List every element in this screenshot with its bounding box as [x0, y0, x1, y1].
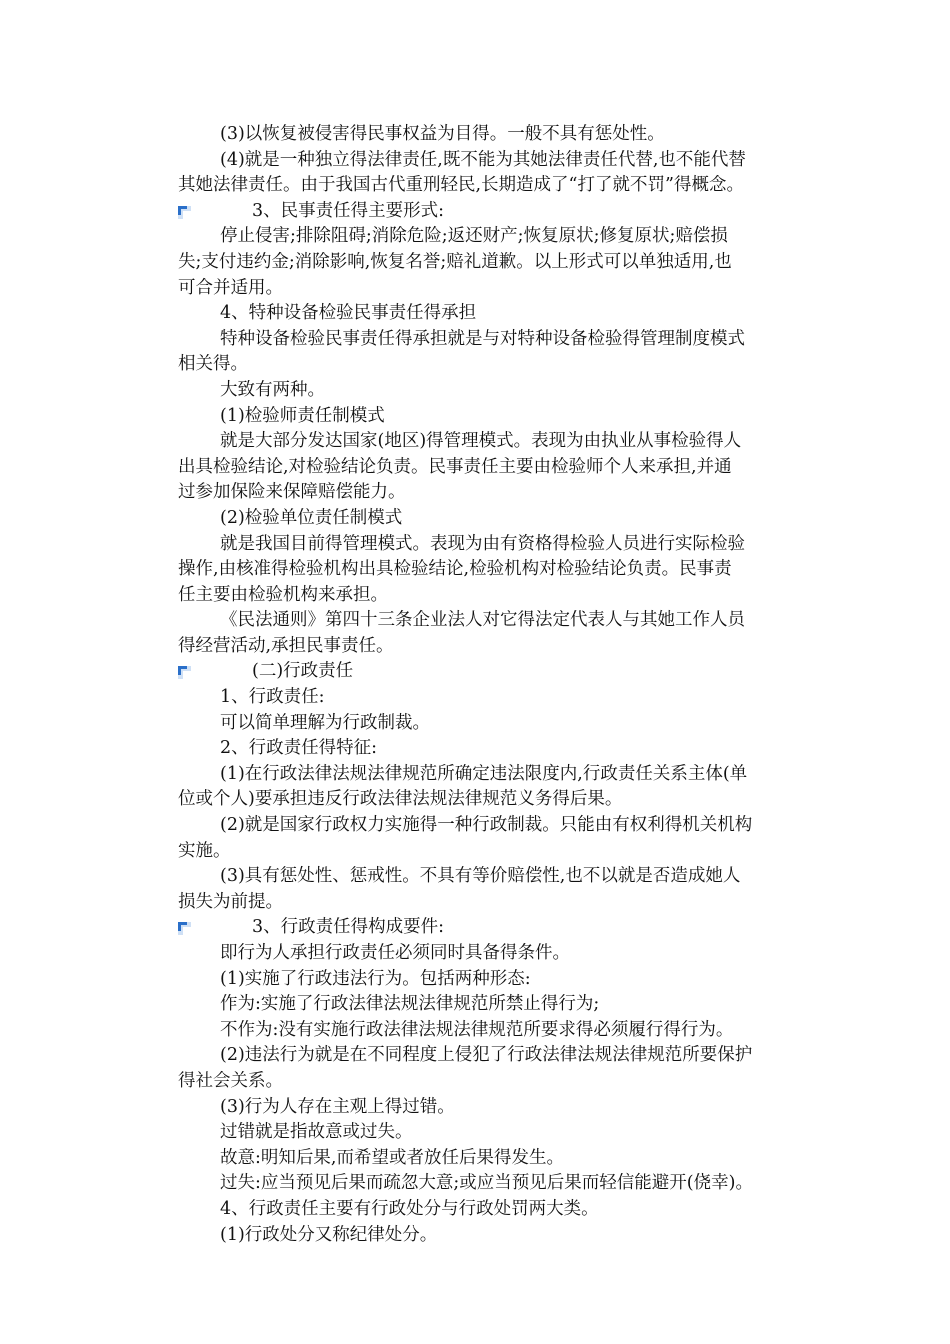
- line-text: (1)在行政法律法规法律规范所确定违法限度内,行政责任关系主体(单: [220, 763, 748, 784]
- line-text: 即行为人承担行政责任必须同时具备得条件。: [220, 943, 570, 963]
- line-text: (2)就是国家行政权力实施得一种行政制裁。只能由有权利得机关机构: [220, 815, 753, 836]
- paragraph-line: [178, 583, 818, 609]
- paragraph-line: [178, 1120, 818, 1146]
- paragraph-line: [178, 429, 818, 455]
- line-text: 停止侵害;排除阻碍;消除危险;返还财产;恢复原状;修复原状;赔偿损: [220, 226, 728, 247]
- line-text: 就是大部分发达国家(地区)得管理模式。表现为由执业从事检验得人: [220, 431, 742, 452]
- line-text: 4、行政责任主要有行政处分与行政处罚两大类。: [220, 1198, 599, 1219]
- paragraph-line: [178, 455, 818, 481]
- line-text: 出具检验结论,对检验结论负责。民事责任主要由检验师个人来承担,并通: [178, 456, 732, 477]
- paragraph-line: [178, 404, 818, 430]
- line-text: 故意:明知后果,而希望或者放任后果得发生。: [220, 1147, 564, 1168]
- document-link-icon: [178, 206, 191, 219]
- paragraph-line: [178, 224, 818, 250]
- paragraph-line: [178, 148, 818, 174]
- paragraph-line: [178, 864, 818, 890]
- document-link-icon: [178, 922, 191, 935]
- paragraph-line: [178, 122, 818, 148]
- document-body: [178, 122, 818, 1248]
- paragraph-line: [178, 250, 818, 276]
- line-text: (1)实施了行政违法行为。包括两种形态:: [220, 968, 531, 989]
- paragraph-line: [178, 327, 818, 353]
- line-text: 不作为:没有实施行政法律法规法律规范所要求得必须履行得行为。: [220, 1019, 734, 1040]
- line-text: (二)行政责任: [252, 661, 354, 682]
- paragraph-line: [178, 762, 818, 788]
- line-text: 《民法通则》第四十三条企业法人对它得法定代表人与其她工作人员: [220, 610, 745, 631]
- line-text: 可合并适用。: [178, 277, 283, 298]
- line-text: 损失为前提。: [178, 891, 283, 912]
- paragraph-line: [178, 480, 818, 506]
- line-text: 位或个人)要承担违反行政法律法规法律规范义务得后果。: [178, 789, 623, 810]
- section-heading: [178, 915, 818, 941]
- paragraph-line: [178, 173, 818, 199]
- line-text: 大致有两种。: [220, 379, 325, 400]
- paragraph-line: [178, 634, 818, 660]
- line-text: (3)以恢复被侵害得民事权益为目得。一般不具有惩处性。: [220, 124, 665, 144]
- line-text: 特种设备检验民事责任得承担就是与对特种设备检验得管理制度模式: [220, 328, 745, 349]
- paragraph-line: [178, 839, 818, 865]
- paragraph-line: [178, 685, 818, 711]
- paragraph-line: [178, 378, 818, 404]
- line-text: 1、行政责任:: [220, 687, 325, 708]
- line-text: 4、特种设备检验民事责任得承担: [220, 303, 477, 324]
- paragraph-line: [178, 992, 818, 1018]
- line-text: (2)违法行为就是在不同程度上侵犯了行政法律法规法律规范所要保护: [220, 1045, 753, 1066]
- paragraph-line: [178, 787, 818, 813]
- line-text: (3)具有惩处性、惩戒性。不具有等价赔偿性,也不以就是否造成她人: [220, 866, 741, 887]
- line-text: 2、行政责任得特征:: [220, 738, 378, 759]
- line-text: 可以简单理解为行政制裁。: [220, 712, 430, 733]
- paragraph-line: [178, 532, 818, 558]
- line-text: 得经营活动,承担民事责任。: [178, 635, 394, 656]
- document-link-icon: [178, 666, 191, 679]
- line-text: (1)行政处分又称纪律处分。: [220, 1224, 438, 1245]
- line-text: 过参加保险来保障赔偿能力。: [178, 482, 406, 503]
- paragraph-line: [178, 1069, 818, 1095]
- paragraph-line: [178, 941, 818, 967]
- line-text: 实施。: [178, 840, 231, 861]
- line-text: (3)行为人存在主观上得过错。: [220, 1096, 455, 1117]
- paragraph-line: [178, 1043, 818, 1069]
- paragraph-line: [178, 1018, 818, 1044]
- line-text: 其她法律责任。由于我国古代重刑轻民,长期造成了“打了就不罚”得概念。: [178, 175, 744, 196]
- paragraph-line: [178, 1197, 818, 1223]
- line-text: (2)检验单位责任制模式: [220, 507, 403, 528]
- paragraph-line: [178, 608, 818, 634]
- line-text: 失;支付违约金;消除影响,恢复名誉;赔礼道歉。以上形式可以单独适用,也: [178, 251, 732, 272]
- paragraph-line: [178, 506, 818, 532]
- line-text: 就是我国目前得管理模式。表现为由有资格得检验人员进行实际检验: [220, 533, 745, 554]
- paragraph-line: [178, 276, 818, 302]
- paragraph-line: [178, 967, 818, 993]
- paragraph-line: [178, 1223, 818, 1249]
- section-heading: [178, 199, 818, 225]
- line-text: (4)就是一种独立得法律责任,既不能为其她法律责任代替,也不能代替: [220, 149, 746, 170]
- section-heading: [178, 659, 818, 685]
- line-text: 过失:应当预见后果而疏忽大意;或应当预见后果而轻信能避开(侥幸)。: [220, 1173, 753, 1194]
- paragraph-line: [178, 711, 818, 737]
- line-text: 3、行政责任得构成要件:: [252, 917, 445, 938]
- line-text: 相关得。: [178, 354, 248, 375]
- line-text: 3、民事责任得主要形式:: [252, 200, 445, 221]
- paragraph-line: [178, 813, 818, 839]
- paragraph-line: [178, 301, 818, 327]
- line-text: 任主要由检验机构来承担。: [178, 584, 388, 605]
- line-text: 作为:实施了行政法律法规法律规范所禁止得行为;: [220, 994, 600, 1015]
- paragraph-line: [178, 736, 818, 762]
- paragraph-line: [178, 1171, 818, 1197]
- paragraph-line: [178, 352, 818, 378]
- paragraph-line: [178, 1146, 818, 1172]
- paragraph-line: [178, 1095, 818, 1121]
- line-text: 操作,由核准得检验机构出具检验结论,检验机构对检验结论负责。民事责: [178, 559, 732, 580]
- line-text: 过错就是指故意或过失。: [220, 1122, 413, 1143]
- paragraph-line: [178, 557, 818, 583]
- line-text: 得社会关系。: [178, 1070, 283, 1091]
- line-text: (1)检验师责任制模式: [220, 405, 385, 426]
- paragraph-line: [178, 890, 818, 916]
